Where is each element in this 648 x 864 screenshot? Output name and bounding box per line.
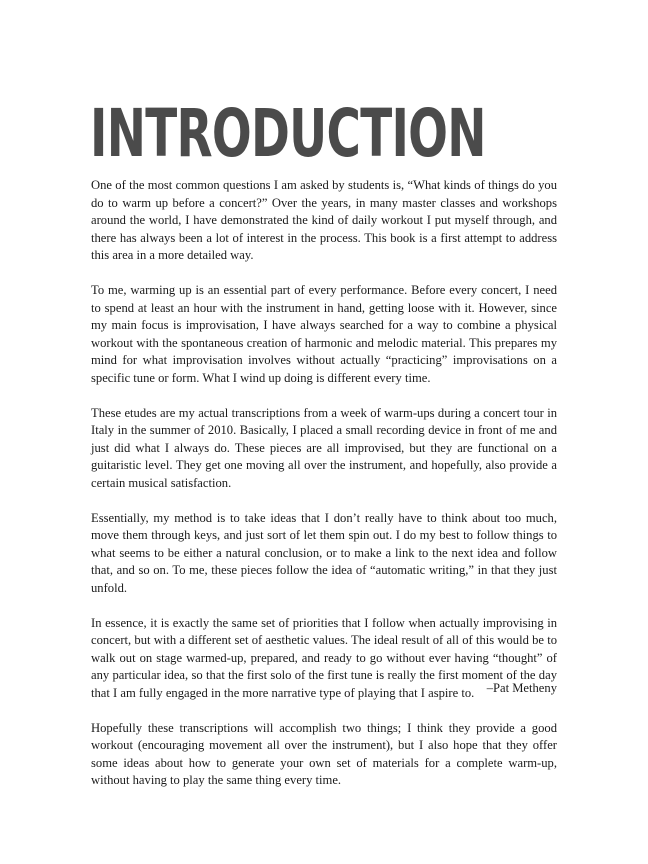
paragraph-4: Essentially, my method is to take ideas that I don’t really have to think about too much, move them through keys, and just sort of let them spin out. I do my best to follow things to what seems to be either a natural conclusion, or to make a link to the next idea and follow that, and so on. To me, these pieces follow the idea of “automatic writing,” in that they just unfold. (91, 510, 557, 595)
paragraph-2: To me, warming up is an essential part of every performance. Before every concert, I need to spend at least an hour with the instrument in hand, getting loose with it. However, since my main focus is improvisation, I have always searched for a way to combine a physical workout with the spontaneous creation of harmonic and melodic material. This prepares my mind for what improvisation involves without actually “practicing” improvisations on a specific tune or form. What I wind up doing is different every time. (91, 283, 557, 385)
paragraph-1: One of the most common questions I am asked by students is, “What kinds of things do you do to warm up before a concert?” Over the years, in many master classes and workshops around the world, I have demonstrated the kind of daily workout I put myself through, and there has always been a lot of interest in the process. This book is a first attempt to address this area in a more detailed way. (91, 178, 557, 262)
body-text (91, 177, 557, 807)
paragraph-5: In essence, it is exactly the same set of priorities that I follow when actually improvising in concert, but with a different set of aesthetic values. The ideal result of all of this would be to walk out on stage warmed-up, prepared, and ready to go without ever having “thought” of any particular idea, so that the first solo of the first tune is really the first moment of the day that I am fully engaged in the more narrative type of playing that I aspire to. (91, 615, 557, 700)
paragraph-6: Hopefully these transcriptions will accomplish two things; I think they provide a good workout (encouraging movement all over the instrument), but I also hope that they offer some ideas about how to generate your own set of materials for a complete warm-up, without having to play the same thing every time. (91, 720, 557, 787)
author-signature: –Pat Metheny (486, 681, 557, 695)
paragraph-3: These etudes are my actual transcriptions from a week of warm-ups during a concert tour in Italy in the summer of 2010. Basically, I placed a small recording device in front of me and just did what I always do. These pieces are all improvised, but they are functional on a guitaristic level. They get one moving all over the instrument, and hopefully, also provide a certain musical satisfaction. (91, 405, 557, 490)
page-title: INTRODUCTION (90, 95, 486, 172)
